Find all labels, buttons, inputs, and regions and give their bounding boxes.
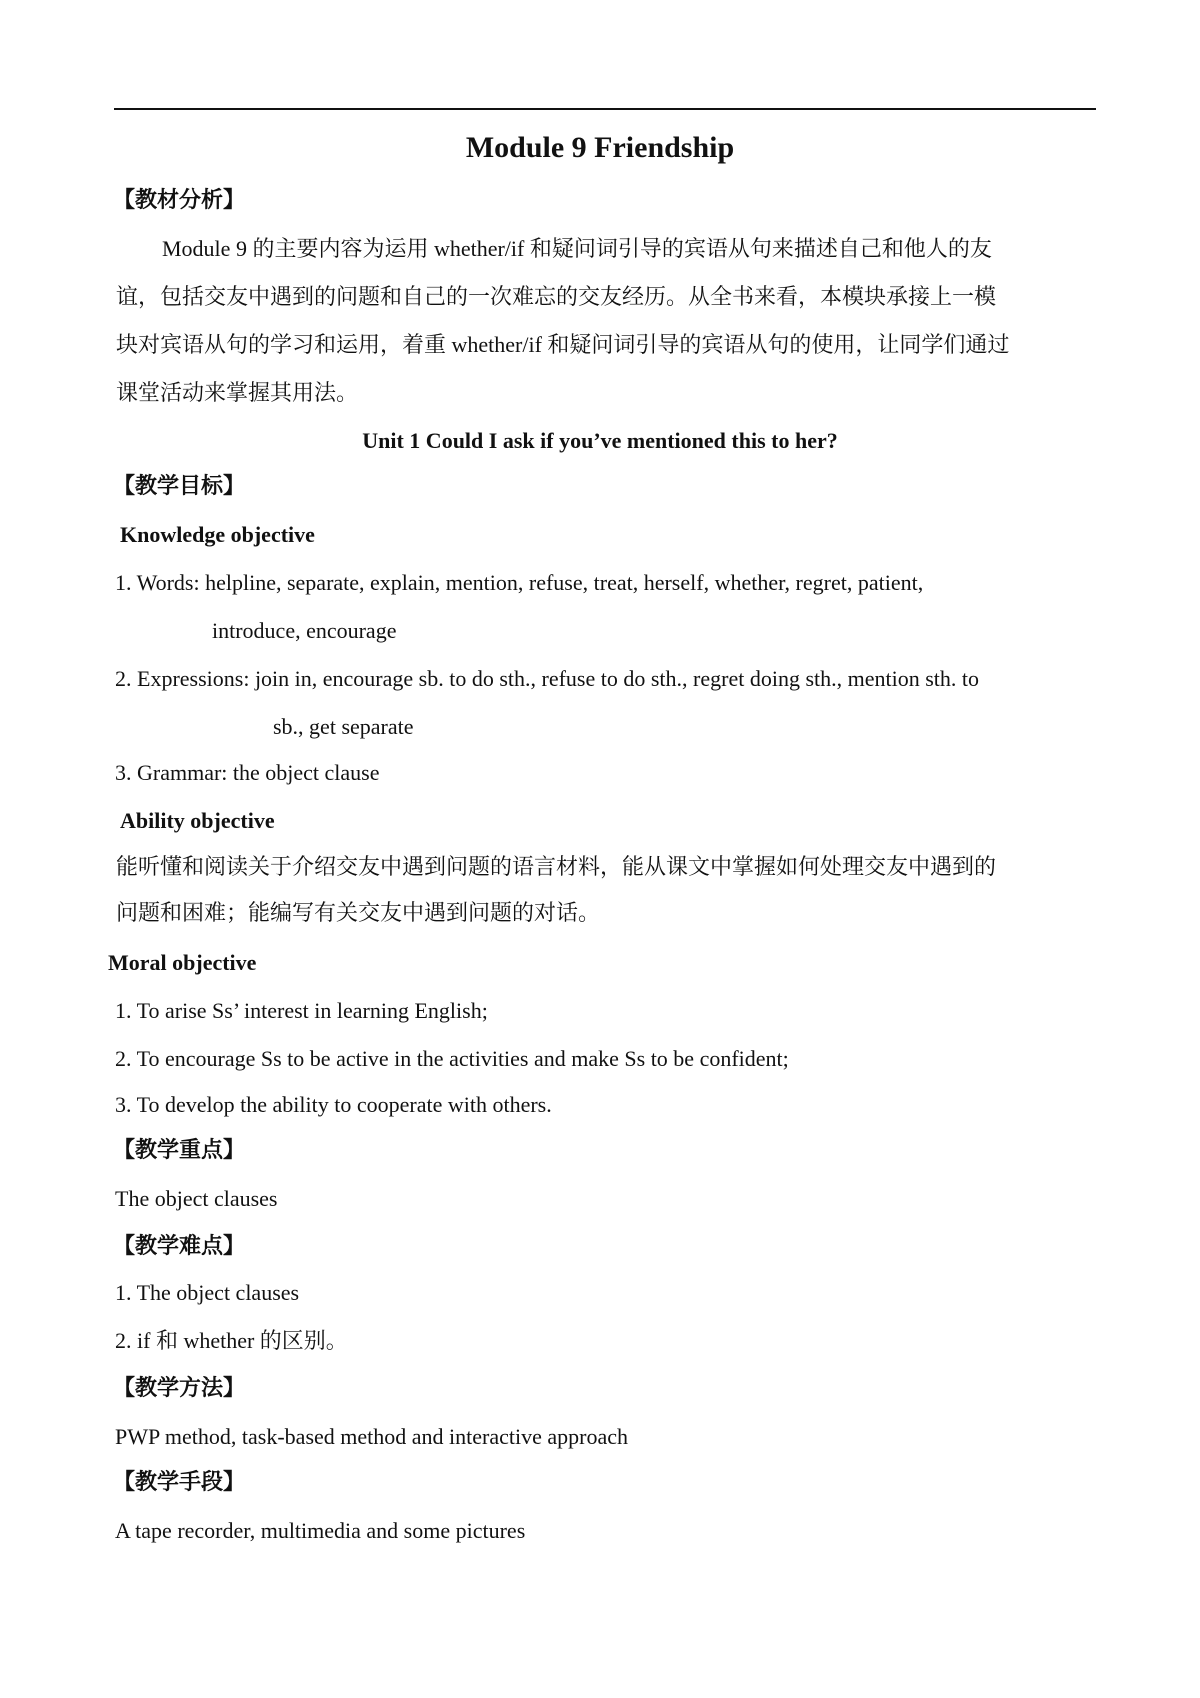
- analysis-line-3: 块对宾语从句的学习和运用，着重 whether/if 和疑问词引导的宾语从句的使用，让同学们通过: [116, 332, 1010, 357]
- knowledge-line-4: sb., get separate: [273, 714, 414, 739]
- difficulties-line-1: 1. The object clauses: [115, 1280, 300, 1305]
- methods-line-1: PWP method, task-based method and interactive approach: [115, 1424, 628, 1449]
- methods-heading: 【教学方法】: [113, 1376, 246, 1401]
- moral-line-2: 2. To encourage Ss to be active in the activities and make Ss to be confident;: [115, 1046, 789, 1071]
- knowledge-line-5: 3. Grammar: the object clause: [115, 760, 380, 785]
- moral-line-1: 1. To arise Ss’ interest in learning English;: [115, 998, 488, 1023]
- aids-line-1: A tape recorder, multimedia and some pictures: [115, 1518, 526, 1543]
- objectives-heading: 【教学目标】: [113, 474, 246, 499]
- knowledge-objective-heading: Knowledge objective: [120, 522, 315, 547]
- knowledge-line-1: 1. Words: helpline, separate, explain, mention, refuse, treat, herself, whether, regret, patient,: [115, 570, 924, 595]
- ability-line-1: 能听懂和阅读关于介绍交友中遇到问题的语言材料，能从课文中掌握如何处理交友中遇到的: [116, 854, 997, 879]
- moral-line-3: 3. To develop the ability to cooperate with others.: [115, 1092, 552, 1117]
- difficulties-line-2: 2. if 和 whether 的区别。: [115, 1328, 348, 1353]
- key-points-line-1: The object clauses: [115, 1186, 278, 1211]
- key-points-heading: 【教学重点】: [113, 1138, 246, 1163]
- header-rule: [114, 108, 1096, 110]
- analysis-line-1: Module 9 的主要内容为运用 whether/if 和疑问词引导的宾语从句来描述自己和他人的友: [162, 236, 992, 261]
- ability-line-2: 问题和困难；能编写有关交友中遇到问题的对话。: [116, 900, 601, 925]
- analysis-heading: 【教材分析】: [113, 188, 246, 213]
- ability-objective-heading: Ability objective: [120, 808, 275, 833]
- unit-title: Unit 1 Could I ask if you’ve mentioned this to her?: [362, 428, 838, 453]
- document-title: Module 9 Friendship: [465, 131, 735, 164]
- knowledge-line-3: 2. Expressions: join in, encourage sb. to do sth., refuse to do sth., regret doing sth., mention sth. to: [115, 666, 980, 691]
- aids-heading: 【教学手段】: [113, 1470, 246, 1495]
- analysis-line-2: 谊，包括交友中遇到的问题和自己的一次难忘的交友经历。从全书来看，本模块承接上一模: [116, 284, 997, 309]
- analysis-line-4: 课堂活动来掌握其用法。: [116, 380, 359, 405]
- moral-objective-heading: Moral objective: [108, 950, 257, 975]
- difficulties-heading: 【教学难点】: [113, 1234, 246, 1259]
- knowledge-line-2: introduce, encourage: [212, 618, 397, 643]
